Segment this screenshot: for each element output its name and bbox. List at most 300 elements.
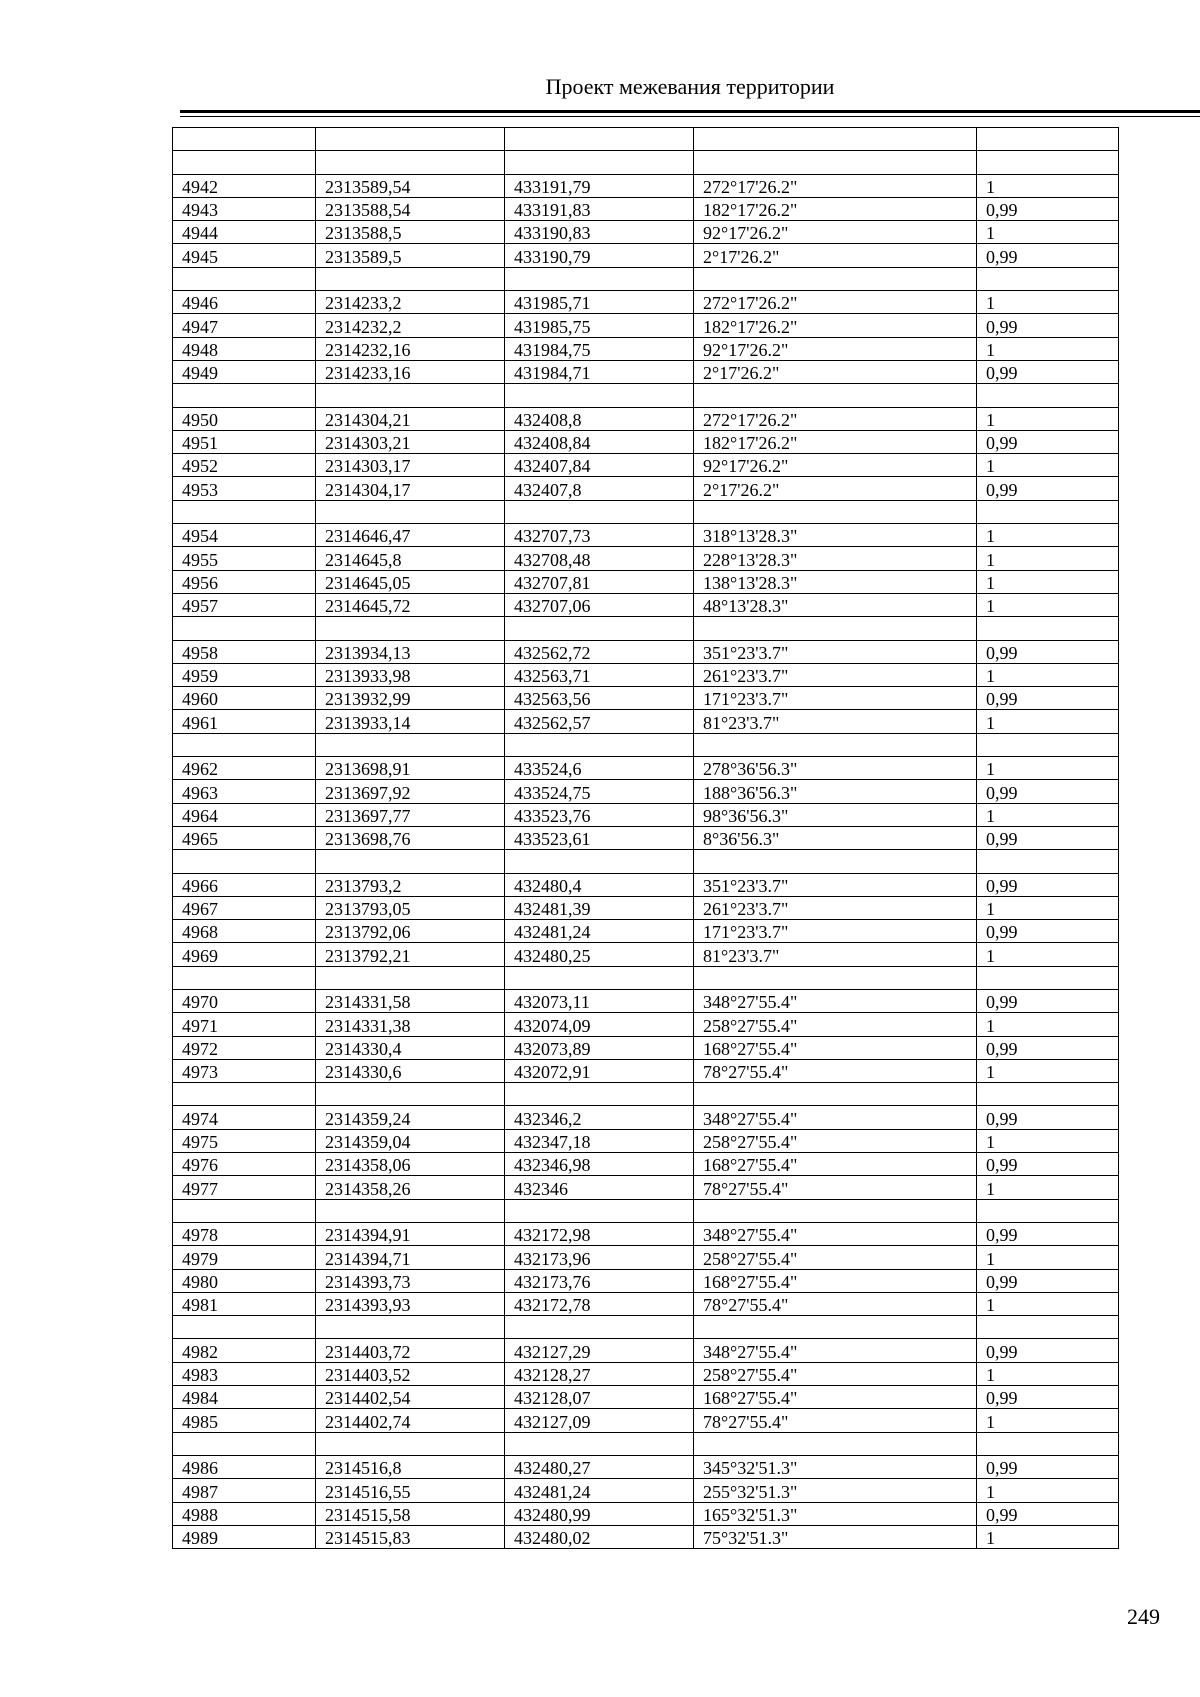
- coordinates-table-body: [173, 128, 1119, 1549]
- table-row: [173, 477, 1119, 500]
- y-coordinate-cell: 432347,18: [505, 1129, 694, 1152]
- point-number-cell: 4981: [173, 1292, 316, 1315]
- table-row: [173, 1222, 1119, 1245]
- direction-angle-cell: 48°13'28.3": [694, 593, 977, 616]
- table-row: [173, 640, 1119, 663]
- empty-cell: [977, 500, 1119, 523]
- empty-cell: [977, 850, 1119, 873]
- x-coordinate-cell: 2314403,72: [316, 1339, 505, 1362]
- table-row: [173, 524, 1119, 547]
- empty-cell: [977, 1083, 1119, 1106]
- point-number-cell: 4978: [173, 1222, 316, 1245]
- direction-angle-cell: 165°32'51.3": [694, 1502, 977, 1525]
- point-number-cell: 4951: [173, 430, 316, 453]
- header-rule-thin: [180, 116, 1200, 117]
- point-number-cell: 4955: [173, 547, 316, 570]
- separator-row: [173, 500, 1119, 523]
- table-row: [173, 1292, 1119, 1315]
- empty-cell: [173, 1432, 316, 1455]
- empty-cell: [173, 1083, 316, 1106]
- empty-cell: [173, 500, 316, 523]
- y-coordinate-cell: 431984,71: [505, 360, 694, 383]
- table-row: [173, 1036, 1119, 1059]
- y-coordinate-cell: 432407,84: [505, 454, 694, 477]
- x-coordinate-cell: 2314233,16: [316, 360, 505, 383]
- x-coordinate-cell: 2314358,06: [316, 1153, 505, 1176]
- point-number-cell: 4949: [173, 360, 316, 383]
- distance-cell: 0,99: [977, 920, 1119, 943]
- empty-cell: [316, 733, 505, 756]
- empty-cell: [316, 1083, 505, 1106]
- point-number-cell: 4969: [173, 943, 316, 966]
- empty-cell: [316, 267, 505, 290]
- distance-cell: 1: [977, 943, 1119, 966]
- point-number-cell: 4947: [173, 314, 316, 337]
- direction-angle-cell: 182°17'26.2": [694, 430, 977, 453]
- distance-cell: 0,99: [977, 360, 1119, 383]
- table-row: [173, 593, 1119, 616]
- point-number-cell: 4944: [173, 221, 316, 244]
- direction-angle-cell: 188°36'56.3": [694, 780, 977, 803]
- y-coordinate-cell: 433523,61: [505, 826, 694, 849]
- distance-cell: 0,99: [977, 826, 1119, 849]
- y-coordinate-cell: 431985,75: [505, 314, 694, 337]
- distance-cell: 0,99: [977, 197, 1119, 220]
- distance-cell: 1: [977, 593, 1119, 616]
- table-row: [173, 360, 1119, 383]
- empty-cell: [505, 1199, 694, 1222]
- point-number-cell: 4989: [173, 1525, 316, 1548]
- x-coordinate-cell: 2314304,17: [316, 477, 505, 500]
- empty-cell: [977, 617, 1119, 640]
- distance-cell: 1: [977, 710, 1119, 733]
- point-number-cell: 4960: [173, 687, 316, 710]
- x-coordinate-cell: 2314393,73: [316, 1269, 505, 1292]
- y-coordinate-cell: 433524,6: [505, 757, 694, 780]
- table-row: [173, 1362, 1119, 1385]
- y-coordinate-cell: 432073,89: [505, 1036, 694, 1059]
- empty-cell: [977, 1316, 1119, 1339]
- x-coordinate-cell: 2314645,72: [316, 593, 505, 616]
- x-coordinate-cell: 2314331,38: [316, 1013, 505, 1036]
- direction-angle-cell: 78°27'55.4": [694, 1176, 977, 1199]
- point-number-cell: 4954: [173, 524, 316, 547]
- point-number-cell: 4968: [173, 920, 316, 943]
- empty-cell: [505, 500, 694, 523]
- table-row: [173, 1059, 1119, 1082]
- table-row: [173, 780, 1119, 803]
- distance-cell: 0,99: [977, 1106, 1119, 1129]
- distance-cell: 0,99: [977, 1502, 1119, 1525]
- y-coordinate-cell: 432480,02: [505, 1525, 694, 1548]
- x-coordinate-cell: 2314233,2: [316, 291, 505, 314]
- x-coordinate-cell: 2313697,77: [316, 803, 505, 826]
- distance-cell: 1: [977, 1525, 1119, 1548]
- distance-cell: 1: [977, 1246, 1119, 1269]
- empty-cell: [173, 267, 316, 290]
- direction-angle-cell: 171°23'3.7": [694, 687, 977, 710]
- y-coordinate-cell: 432562,57: [505, 710, 694, 733]
- y-coordinate-cell: 432480,4: [505, 873, 694, 896]
- empty-cell: [505, 267, 694, 290]
- direction-angle-cell: 78°27'55.4": [694, 1292, 977, 1315]
- empty-cell: [316, 850, 505, 873]
- distance-cell: 0,99: [977, 780, 1119, 803]
- table-row: [173, 896, 1119, 919]
- empty-cell: [173, 617, 316, 640]
- direction-angle-cell: 2°17'26.2": [694, 244, 977, 267]
- x-coordinate-cell: 2313589,54: [316, 174, 505, 197]
- x-coordinate-cell: 2314359,04: [316, 1129, 505, 1152]
- table-row: [173, 826, 1119, 849]
- empty-cell: [316, 966, 505, 989]
- coordinates-table: [172, 127, 1119, 1549]
- empty-cell: [694, 617, 977, 640]
- x-coordinate-cell: 2314394,91: [316, 1222, 505, 1245]
- point-number-cell: 4988: [173, 1502, 316, 1525]
- empty-cell: [694, 500, 977, 523]
- distance-cell: 0,99: [977, 314, 1119, 337]
- direction-angle-cell: 182°17'26.2": [694, 197, 977, 220]
- empty-cell: [694, 267, 977, 290]
- y-coordinate-cell: 432072,91: [505, 1059, 694, 1082]
- x-coordinate-cell: 2314303,21: [316, 430, 505, 453]
- x-coordinate-cell: 2313793,05: [316, 896, 505, 919]
- x-coordinate-cell: 2314516,8: [316, 1455, 505, 1478]
- empty-cell: [173, 128, 316, 151]
- direction-angle-cell: 278°36'56.3": [694, 757, 977, 780]
- point-number-cell: 4966: [173, 873, 316, 896]
- direction-angle-cell: 351°23'3.7": [694, 873, 977, 896]
- direction-angle-cell: 345°32'51.3": [694, 1455, 977, 1478]
- y-coordinate-cell: 433523,76: [505, 803, 694, 826]
- point-number-cell: 4965: [173, 826, 316, 849]
- empty-cell: [316, 151, 505, 174]
- point-number-cell: 4962: [173, 757, 316, 780]
- table-row: [173, 1176, 1119, 1199]
- table-row: [173, 1269, 1119, 1292]
- direction-angle-cell: 2°17'26.2": [694, 477, 977, 500]
- point-number-cell: 4984: [173, 1386, 316, 1409]
- separator-row: [173, 1083, 1119, 1106]
- point-number-cell: 4985: [173, 1409, 316, 1432]
- x-coordinate-cell: 2314232,2: [316, 314, 505, 337]
- direction-angle-cell: 348°27'55.4": [694, 1222, 977, 1245]
- table-row: [173, 291, 1119, 314]
- table-row: [173, 1525, 1119, 1548]
- empty-cell: [694, 1316, 977, 1339]
- point-number-cell: 4942: [173, 174, 316, 197]
- direction-angle-cell: 258°27'55.4": [694, 1013, 977, 1036]
- distance-cell: 1: [977, 337, 1119, 360]
- y-coordinate-cell: 432127,09: [505, 1409, 694, 1432]
- direction-angle-cell: 81°23'3.7": [694, 710, 977, 733]
- y-coordinate-cell: 432708,48: [505, 547, 694, 570]
- table-row: [173, 989, 1119, 1012]
- point-number-cell: 4982: [173, 1339, 316, 1362]
- distance-cell: 1: [977, 524, 1119, 547]
- table-row: [173, 757, 1119, 780]
- table-row: [173, 1409, 1119, 1432]
- point-number-cell: 4980: [173, 1269, 316, 1292]
- empty-cell: [173, 1316, 316, 1339]
- y-coordinate-cell: 432173,76: [505, 1269, 694, 1292]
- y-coordinate-cell: 432408,84: [505, 430, 694, 453]
- table-row: [173, 244, 1119, 267]
- empty-cell: [505, 1083, 694, 1106]
- empty-cell: [694, 1432, 977, 1455]
- distance-cell: 0,99: [977, 1222, 1119, 1245]
- empty-cell: [316, 617, 505, 640]
- empty-cell: [977, 151, 1119, 174]
- distance-cell: 0,99: [977, 1036, 1119, 1059]
- direction-angle-cell: 92°17'26.2": [694, 221, 977, 244]
- page-number: 249: [1127, 1604, 1160, 1629]
- x-coordinate-cell: 2313698,91: [316, 757, 505, 780]
- point-number-cell: 4953: [173, 477, 316, 500]
- direction-angle-cell: 78°27'55.4": [694, 1409, 977, 1432]
- empty-cell: [316, 384, 505, 407]
- point-number-cell: 4943: [173, 197, 316, 220]
- point-number-cell: 4986: [173, 1455, 316, 1478]
- direction-angle-cell: 81°23'3.7": [694, 943, 977, 966]
- point-number-cell: 4963: [173, 780, 316, 803]
- empty-cell: [173, 733, 316, 756]
- distance-cell: 1: [977, 1129, 1119, 1152]
- y-coordinate-cell: 432173,96: [505, 1246, 694, 1269]
- direction-angle-cell: 272°17'26.2": [694, 174, 977, 197]
- separator-row: [173, 384, 1119, 407]
- point-number-cell: 4977: [173, 1176, 316, 1199]
- separator-row: [173, 733, 1119, 756]
- x-coordinate-cell: 2314516,55: [316, 1479, 505, 1502]
- y-coordinate-cell: 432346,98: [505, 1153, 694, 1176]
- x-coordinate-cell: 2313933,14: [316, 710, 505, 733]
- empty-cell: [173, 966, 316, 989]
- point-number-cell: 4950: [173, 407, 316, 430]
- direction-angle-cell: 75°32'51.3": [694, 1525, 977, 1548]
- x-coordinate-cell: 2313792,21: [316, 943, 505, 966]
- x-coordinate-cell: 2313793,2: [316, 873, 505, 896]
- empty-cell: [694, 151, 977, 174]
- y-coordinate-cell: 432073,11: [505, 989, 694, 1012]
- empty-cell: [316, 1316, 505, 1339]
- x-coordinate-cell: 2313588,54: [316, 197, 505, 220]
- table-row: [173, 1013, 1119, 1036]
- distance-cell: 1: [977, 1362, 1119, 1385]
- empty-cell: [694, 733, 977, 756]
- y-coordinate-cell: 431985,71: [505, 291, 694, 314]
- empty-cell: [977, 733, 1119, 756]
- table-row: [173, 570, 1119, 593]
- direction-angle-cell: 258°27'55.4": [694, 1129, 977, 1152]
- x-coordinate-cell: 2314645,05: [316, 570, 505, 593]
- x-coordinate-cell: 2314403,52: [316, 1362, 505, 1385]
- point-number-cell: 4971: [173, 1013, 316, 1036]
- y-coordinate-cell: 432480,25: [505, 943, 694, 966]
- empty-cell: [173, 850, 316, 873]
- distance-cell: 0,99: [977, 244, 1119, 267]
- x-coordinate-cell: 2314359,24: [316, 1106, 505, 1129]
- y-coordinate-cell: 432563,56: [505, 687, 694, 710]
- y-coordinate-cell: 432346: [505, 1176, 694, 1199]
- x-coordinate-cell: 2314515,58: [316, 1502, 505, 1525]
- direction-angle-cell: 228°13'28.3": [694, 547, 977, 570]
- y-coordinate-cell: 432074,09: [505, 1013, 694, 1036]
- empty-cell: [977, 966, 1119, 989]
- direction-angle-cell: 255°32'51.3": [694, 1479, 977, 1502]
- y-coordinate-cell: 432128,27: [505, 1362, 694, 1385]
- y-coordinate-cell: 432480,99: [505, 1502, 694, 1525]
- table-row: [173, 1246, 1119, 1269]
- direction-angle-cell: 2°17'26.2": [694, 360, 977, 383]
- point-number-cell: 4958: [173, 640, 316, 663]
- point-number-cell: 4961: [173, 710, 316, 733]
- point-number-cell: 4975: [173, 1129, 316, 1152]
- table-row: [173, 943, 1119, 966]
- direction-angle-cell: 258°27'55.4": [694, 1362, 977, 1385]
- table-row: [173, 920, 1119, 943]
- direction-angle-cell: 168°27'55.4": [694, 1153, 977, 1176]
- empty-cell: [316, 500, 505, 523]
- y-coordinate-cell: 432481,24: [505, 1479, 694, 1502]
- distance-cell: 0,99: [977, 1339, 1119, 1362]
- x-coordinate-cell: 2314515,83: [316, 1525, 505, 1548]
- distance-cell: 0,99: [977, 430, 1119, 453]
- distance-cell: 1: [977, 174, 1119, 197]
- empty-cell: [505, 617, 694, 640]
- direction-angle-cell: 351°23'3.7": [694, 640, 977, 663]
- empty-cell: [316, 128, 505, 151]
- distance-cell: 0,99: [977, 477, 1119, 500]
- distance-cell: 1: [977, 221, 1119, 244]
- distance-cell: 1: [977, 1409, 1119, 1432]
- y-coordinate-cell: 433191,83: [505, 197, 694, 220]
- point-number-cell: 4976: [173, 1153, 316, 1176]
- distance-cell: 1: [977, 1479, 1119, 1502]
- y-coordinate-cell: 433190,79: [505, 244, 694, 267]
- empty-cell: [316, 1432, 505, 1455]
- distance-cell: 1: [977, 757, 1119, 780]
- x-coordinate-cell: 2314330,6: [316, 1059, 505, 1082]
- direction-angle-cell: 348°27'55.4": [694, 989, 977, 1012]
- distance-cell: 0,99: [977, 1455, 1119, 1478]
- direction-angle-cell: 348°27'55.4": [694, 1106, 977, 1129]
- table-row: [173, 197, 1119, 220]
- table-row: [173, 337, 1119, 360]
- empty-cell: [505, 850, 694, 873]
- y-coordinate-cell: 432346,2: [505, 1106, 694, 1129]
- table-row: [173, 1129, 1119, 1152]
- point-number-cell: 4964: [173, 803, 316, 826]
- point-number-cell: 4979: [173, 1246, 316, 1269]
- empty-cell: [694, 966, 977, 989]
- x-coordinate-cell: 2314331,58: [316, 989, 505, 1012]
- direction-angle-cell: 168°27'55.4": [694, 1386, 977, 1409]
- distance-cell: 1: [977, 1013, 1119, 1036]
- y-coordinate-cell: 432707,81: [505, 570, 694, 593]
- direction-angle-cell: 168°27'55.4": [694, 1269, 977, 1292]
- table-row: [173, 547, 1119, 570]
- y-coordinate-cell: 433524,75: [505, 780, 694, 803]
- empty-cell: [977, 1199, 1119, 1222]
- x-coordinate-cell: 2313697,92: [316, 780, 505, 803]
- point-number-cell: 4974: [173, 1106, 316, 1129]
- table-row: [173, 1455, 1119, 1478]
- x-coordinate-cell: 2314304,21: [316, 407, 505, 430]
- distance-cell: 1: [977, 570, 1119, 593]
- empty-cell: [505, 128, 694, 151]
- distance-cell: 1: [977, 1176, 1119, 1199]
- point-number-cell: 4945: [173, 244, 316, 267]
- point-number-cell: 4946: [173, 291, 316, 314]
- empty-cell: [694, 1199, 977, 1222]
- separator-row: [173, 1199, 1119, 1222]
- distance-cell: 0,99: [977, 687, 1119, 710]
- x-coordinate-cell: 2313589,5: [316, 244, 505, 267]
- distance-cell: 0,99: [977, 1386, 1119, 1409]
- distance-cell: 0,99: [977, 640, 1119, 663]
- direction-angle-cell: 92°17'26.2": [694, 337, 977, 360]
- empty-cell: [505, 384, 694, 407]
- empty-cell: [505, 733, 694, 756]
- y-coordinate-cell: 432407,8: [505, 477, 694, 500]
- y-coordinate-cell: 432707,73: [505, 524, 694, 547]
- point-number-cell: 4987: [173, 1479, 316, 1502]
- empty-cell: [694, 128, 977, 151]
- table-row: [173, 454, 1119, 477]
- table-row: [173, 221, 1119, 244]
- separator-row: [173, 128, 1119, 151]
- point-number-cell: 4956: [173, 570, 316, 593]
- distance-cell: 0,99: [977, 989, 1119, 1012]
- x-coordinate-cell: 2313792,06: [316, 920, 505, 943]
- y-coordinate-cell: 432172,98: [505, 1222, 694, 1245]
- x-coordinate-cell: 2314402,54: [316, 1386, 505, 1409]
- distance-cell: 1: [977, 896, 1119, 919]
- direction-angle-cell: 348°27'55.4": [694, 1339, 977, 1362]
- point-number-cell: 4952: [173, 454, 316, 477]
- separator-row: [173, 151, 1119, 174]
- y-coordinate-cell: 432562,72: [505, 640, 694, 663]
- point-number-cell: 4959: [173, 663, 316, 686]
- y-coordinate-cell: 432480,27: [505, 1455, 694, 1478]
- empty-cell: [977, 384, 1119, 407]
- distance-cell: 1: [977, 454, 1119, 477]
- empty-cell: [173, 1199, 316, 1222]
- separator-row: [173, 1316, 1119, 1339]
- y-coordinate-cell: 432707,06: [505, 593, 694, 616]
- table-row: [173, 873, 1119, 896]
- y-coordinate-cell: 432408,8: [505, 407, 694, 430]
- direction-angle-cell: 171°23'3.7": [694, 920, 977, 943]
- x-coordinate-cell: 2314232,16: [316, 337, 505, 360]
- y-coordinate-cell: 432563,71: [505, 663, 694, 686]
- direction-angle-cell: 261°23'3.7": [694, 896, 977, 919]
- x-coordinate-cell: 2314330,4: [316, 1036, 505, 1059]
- empty-cell: [173, 384, 316, 407]
- y-coordinate-cell: 431984,75: [505, 337, 694, 360]
- distance-cell: 1: [977, 547, 1119, 570]
- x-coordinate-cell: 2313932,99: [316, 687, 505, 710]
- point-number-cell: 4973: [173, 1059, 316, 1082]
- empty-cell: [694, 850, 977, 873]
- x-coordinate-cell: 2314646,47: [316, 524, 505, 547]
- point-number-cell: 4967: [173, 896, 316, 919]
- direction-angle-cell: 138°13'28.3": [694, 570, 977, 593]
- x-coordinate-cell: 2314645,8: [316, 547, 505, 570]
- table-row: [173, 407, 1119, 430]
